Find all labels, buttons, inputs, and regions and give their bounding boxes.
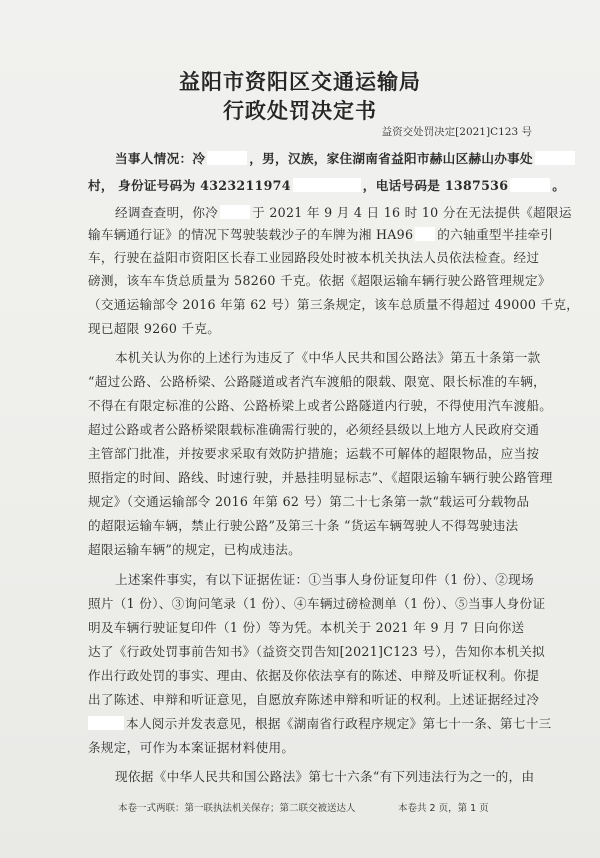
text-line: 的超限运输车辆，禁止行驶公路”及第三十条 “货运车辆驾驶人不得驾驶违法 (88, 518, 519, 533)
text-line: 现已超限 9260 千克。 (88, 321, 221, 336)
text-span: ，电话号码是 1387536 (362, 178, 509, 193)
document-title-agency: 益阳市资阳区交通运输局 (179, 70, 421, 94)
text-line (88, 224, 553, 243)
redaction-mask (535, 151, 575, 165)
redaction-mask (207, 151, 247, 165)
text-line (88, 713, 552, 732)
text-line: 达了《行政处罚事前告知书》（益资交罚告知[2021]C123 号），告知你本机关拟 (88, 644, 546, 659)
text-span: 村， (88, 178, 114, 193)
text-line: 主管部门批准，并按要求采取有效防护措施；运载不可解体的超限物品，应当按 (88, 446, 540, 461)
text-line: “超过公路、公路桥梁、公路隧道或者汽车渡船的限载、限宽、限长标准的车辆， (88, 374, 547, 389)
document-number: 益资交处罚决定[2021]C123 号 (381, 126, 532, 138)
redaction-mask (88, 716, 124, 730)
redaction-mask (293, 178, 361, 192)
text-line: 本机关认为你的上述行为违反了《中华人民共和国公路法》第五十条第一款 (115, 350, 541, 365)
text-line: 超过公路或者公路桥梁限载标准确需行驶的，必须经县级以上地方人民政府交通 (88, 422, 540, 437)
text-line (88, 175, 565, 194)
text-span: 。 (552, 178, 566, 193)
text-line: 明及车辆行驶证复印件（1 份）等为凭。本机关于 2021 年 9 月 7 日向你送 (88, 620, 525, 635)
redaction-mask (220, 205, 250, 219)
text-line: 不得在有限定标准的公路、公路桥梁上或者公路隧道内行驶，不得使用汽车渡船。 (88, 398, 553, 413)
text-line: 条规定，可作为本案证据材料使用。 (88, 740, 295, 755)
text-span: 当事人情况：冷 (115, 151, 206, 166)
text-span: 经调查查明，你冷 (115, 205, 219, 220)
text-line: 照指定的时间、路线、时速行驶，并悬挂明显标志”、《超限运输车辆行驶公路管理 (88, 470, 553, 485)
text-span: ，男，汉族，家住湖南省益阳市赫山区赫山办事处 (249, 151, 533, 166)
text-line: 规定》（交通运输部令 2016 年第 62 号）第二十七条第一款“载运可分载物品 (88, 494, 530, 509)
text-line (115, 148, 577, 167)
text-line: 车，行驶在益阳市资阳区长春工业园路段处时被本机关执法人员依法检查。经过 (88, 250, 540, 265)
text-line: （交通运输部令 2016 年第 62 号）第三条规定，该车总质量不得超过 49000 千克， (88, 297, 580, 312)
text-span: 身份证号码为 4323211974 (118, 178, 291, 193)
redaction-mask (415, 227, 435, 241)
text-line: 超限运输车辆”的规定，已构成违法。 (88, 542, 302, 557)
document-title-type: 行政处罚决定书 (223, 99, 377, 123)
text-line: 出了陈述、申辩和听证意见，自愿放弃陈述申辩和听证的权利。上述证据经过冷 (88, 692, 540, 707)
text-span: 输车辆通行证》的情况下驾驶装载沙子的车牌为湘 HA96 (88, 227, 414, 242)
footer-copies-note: 本卷一式两联：第一联执法机关保存；第二联交被送达人 (118, 803, 356, 814)
text-line: 照片（1 份）、③询问笔录（1 份）、④车辆过磅检测单（1 份）、⑤当事人身份证 (88, 596, 546, 611)
text-span: 本人阅示并发表意见，根据《湖南省行政程序规定》第七十一条、第七十三 (126, 716, 552, 731)
text-line: 作出行政处罚的事实、理由、依据及你依法享有的陈述、申辩及听证权利。你提 (88, 668, 540, 683)
text-line (115, 202, 572, 221)
text-span: 的六轴重型半挂牵引 (437, 227, 554, 242)
text-span: 于 2021 年 9 月 4 日 16 时 10 分在无法提供《超限运 (252, 205, 572, 220)
redaction-mask (510, 178, 550, 192)
text-line: 上述案件事实，有以下证据佐证：①当事人身份证复印件（1 份）、②现场 (115, 572, 534, 587)
text-line: 磅测，该车车货总质量为 58260 千克。依据《超限运输车辆行驶公路管理规定》 (88, 273, 551, 288)
footer-page-number: 本卷共 2 页，第 1 页 (398, 803, 489, 814)
text-line: 现依据《中华人民共和国公路法》第七十六条“有下列违法行为之一的，由 (115, 769, 535, 784)
